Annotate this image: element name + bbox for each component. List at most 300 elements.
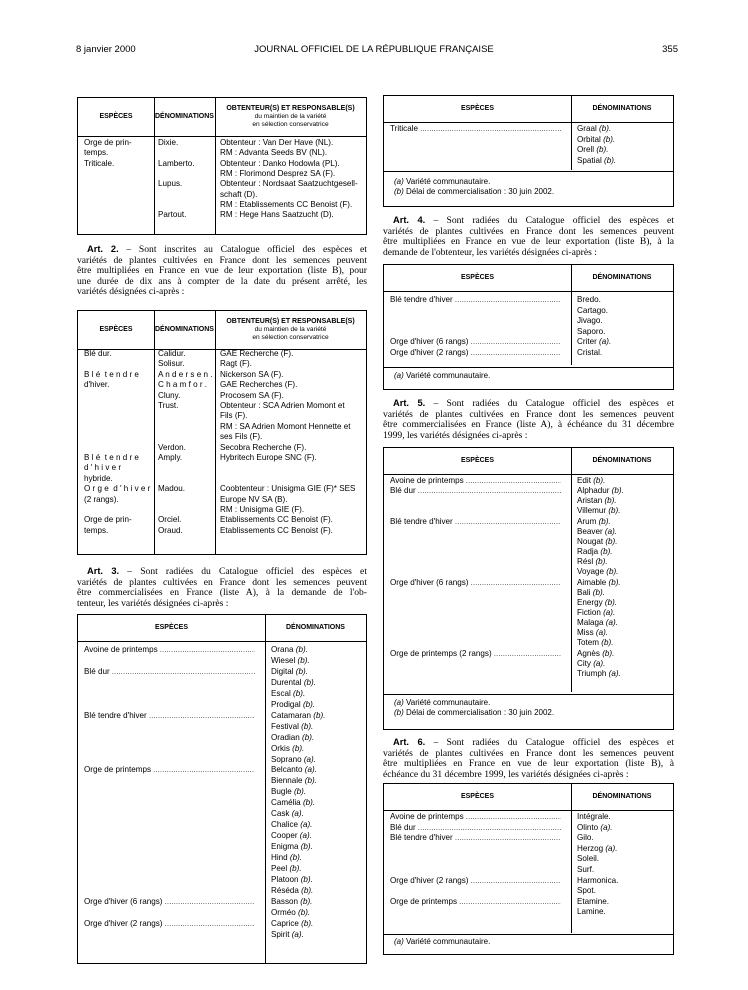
cell-obtenteur: RM : Advanta Seeds BV (NL).: [220, 148, 328, 158]
article-text: une durée de dix ans à compter de la date du présent arrêté, les: [77, 275, 367, 287]
cell-denomination: [577, 578, 621, 587]
denomination-name: Hind: [271, 853, 288, 863]
denomination-note: (a).: [593, 658, 606, 668]
cell-denomination: [271, 744, 304, 753]
denomination-name: Alphadur: [577, 486, 610, 496]
col-header-denominations: DÉNOMINATIONS: [592, 457, 652, 464]
col-header-especes: ESPÈCES: [99, 326, 133, 333]
cell-denomination: [271, 886, 313, 895]
denomination-note: (a).: [599, 337, 612, 346]
denomination-name: Jivago.: [577, 316, 603, 325]
col-header-denominations: DÉNOMINATIONS: [155, 326, 214, 333]
table-row: [78, 919, 366, 930]
cell-espece: Avoine de printemps: [390, 812, 464, 821]
denomination-note: (b).: [293, 787, 307, 797]
cell-denomination: [577, 124, 611, 133]
table-row: [384, 486, 673, 496]
denomination-note: (b).: [603, 134, 616, 144]
table-row: [78, 875, 366, 886]
cell-denomination: [577, 618, 618, 627]
denomination-note: (a).: [608, 668, 621, 678]
denomination-name: Radja: [577, 547, 599, 557]
article-text: 1999, les variétés désignées ci-après :: [383, 429, 528, 441]
denomination-name: Spot.: [577, 886, 596, 896]
table-row: [384, 476, 673, 486]
article-text: – Sont radiées du Catalogue officiel des espèces et: [433, 215, 674, 226]
table-row: [384, 557, 673, 567]
cell-denomination: [577, 876, 618, 885]
cell-espece: Orge d'hiver (2 rangs): [84, 918, 163, 928]
denomination-note: (b).: [598, 516, 611, 526]
denomination-note: (b).: [302, 732, 315, 742]
table-row: [78, 689, 366, 700]
denomination-name: Miss: [577, 628, 594, 638]
table-row: [78, 159, 366, 169]
cell-denomination: [577, 833, 594, 842]
table-row: [78, 526, 366, 536]
article-line: [383, 248, 674, 259]
denomination-note: (a).: [291, 809, 304, 819]
article-3: [77, 566, 367, 609]
table-obtenteurs-2: [77, 310, 367, 555]
denomination-note: (a).: [604, 526, 618, 536]
cell-denomination: Orciel.: [158, 515, 182, 525]
table-row: [78, 886, 366, 897]
article-text: – Sont radiées du Catalogue officiel des espèces et: [127, 566, 367, 577]
table-row: [78, 200, 366, 210]
table-row: [384, 156, 673, 167]
cell-denomination: [577, 156, 616, 165]
cell-denomination: [271, 919, 313, 928]
article-line: [383, 770, 674, 781]
article-text: – Sont radiées du Catalogue officiel des espèces et: [433, 398, 674, 409]
cell-espece: Triticale: [390, 124, 419, 133]
cell-denomination: [577, 316, 603, 325]
denomination-note: (b).: [295, 666, 308, 676]
table-row: [78, 809, 366, 820]
cell-espece: Orge de printemps (2 rangs): [390, 648, 492, 658]
cell-espece-leader: [390, 348, 561, 358]
denomination-note: (b).: [302, 798, 316, 808]
cell-denomination: [577, 506, 620, 515]
denomination-name: Caprice: [271, 918, 299, 928]
table-row: [384, 506, 673, 516]
cell-espece: Orge de prin-: [84, 138, 132, 147]
denomination-note: (b).: [593, 476, 606, 485]
denomination-name: Biennale: [271, 776, 303, 786]
denomination-name: Orméo: [271, 907, 296, 917]
cell-obtenteur: Procosem SA (F).: [220, 390, 284, 400]
denomination-name: Bredo.: [577, 295, 601, 304]
denomination-note: (a).: [291, 929, 304, 939]
article-text: demande de l'obtenteur, les variétés désignées ci-après :: [383, 246, 597, 258]
cell-espece: Avoine de printemps: [390, 476, 464, 485]
cell-espece-leader: [390, 823, 561, 833]
denomination-note: (b).: [292, 743, 305, 753]
cell-espece: B l é t e n d r e: [84, 453, 139, 462]
cell-obtenteur: Ragt (F).: [220, 359, 252, 369]
article-text: tenteur, les variétés désignées ci-après :: [77, 597, 229, 609]
denomination-name: Enigma: [271, 842, 299, 852]
denomination-note: (a).: [303, 754, 316, 764]
cell-denomination: [577, 886, 596, 895]
cell-obtenteur: GAE Recherches (F).: [220, 380, 298, 390]
denomination-note: (b).: [301, 918, 314, 928]
footnote-key: (a): [394, 937, 404, 946]
cell-espece-leader: [390, 517, 561, 527]
cell-espece-leader: [390, 876, 561, 886]
cell-obtenteur: GAE Recherche (F).: [220, 349, 294, 358]
cell-denomination: [577, 865, 594, 874]
cell-obtenteur: Hybritech Europe SNC (F).: [220, 453, 317, 462]
cell-denomination: [271, 733, 314, 742]
denomination-name: Malaga: [577, 618, 604, 628]
denomination-note: (b).: [595, 557, 608, 567]
cell-espece-leader: [84, 667, 255, 677]
cell-denomination: [577, 588, 605, 597]
cell-espece: Blé tendre d'hiver: [390, 295, 453, 304]
table-row: [384, 567, 673, 577]
denomination-note: (b).: [293, 688, 306, 698]
table-row: [78, 148, 366, 158]
cell-denomination: Lamberto.: [158, 158, 195, 168]
article-text: être multipliées en France en vue de leur exportation (liste B), pour: [77, 265, 367, 276]
cell-obtenteur: Etablissements CC Benoist (F).: [220, 515, 333, 525]
denomination-note: (b).: [297, 655, 310, 665]
cell-denomination: [577, 567, 618, 576]
cell-obtenteur: schaft (D).: [220, 189, 258, 199]
table-row: [78, 359, 366, 369]
denomination-name: City: [577, 658, 591, 668]
cell-denomination: [577, 844, 617, 853]
cell-espece-leader: [390, 295, 561, 305]
denomination-name: Peel: [271, 864, 288, 873]
footnote-text: Variété communautaire.: [406, 371, 491, 380]
table-radiees-liste-a: [77, 614, 367, 964]
table-row: [78, 453, 366, 463]
cell-denomination: [577, 812, 611, 821]
denomination-note: (b).: [301, 885, 314, 895]
footnote-text: Variété communautaire.: [406, 177, 491, 186]
table-row: [384, 897, 673, 908]
table-row: [78, 820, 366, 831]
cell-espece: temps.: [84, 525, 109, 535]
cell-espece-leader: [84, 897, 255, 907]
footnote-key: (b): [394, 708, 404, 717]
footnote-text: Variété communautaire.: [406, 937, 491, 946]
header-title: JOURNAL OFFICIEL DE LA RÉPUBLIQUE FRANÇAISE: [254, 44, 494, 55]
table-row: [384, 865, 673, 876]
cell-denomination: [271, 678, 316, 687]
denomination-note: (a).: [300, 820, 313, 830]
table-row: [78, 908, 366, 919]
denomination-name: Intégrale.: [577, 812, 611, 821]
page-header: [0, 44, 748, 58]
denomination-name: Escal: [271, 688, 291, 698]
cell-denomination: [577, 897, 609, 906]
cell-denomination: [577, 327, 605, 336]
denomination-note: (b).: [599, 124, 612, 133]
table-row: [78, 700, 366, 711]
article-text: être multipliées en France en vue de leur exportation (liste B), à la: [383, 236, 674, 247]
cell-denomination: [577, 476, 605, 485]
denomination-name: Bali: [577, 587, 591, 597]
cell-denomination: [271, 656, 310, 665]
cell-espece-leader: [390, 124, 561, 134]
cell-denomination: Cluny.: [158, 390, 181, 400]
table-row: [78, 138, 366, 148]
denomination-note: (b).: [604, 155, 617, 165]
footnote-text: Délai de commercialisation : 30 juin 2002.: [406, 708, 555, 717]
cell-denomination: [271, 711, 325, 720]
cell-obtenteur: RM : Hege Hans Saatzucht (D).: [220, 210, 334, 220]
col-header-especes: ESPÈCES: [460, 457, 495, 464]
denomination-name: Cooper: [271, 831, 298, 841]
cell-espece: Blé tendre d'hiver: [84, 710, 147, 720]
cell-denomination: [577, 638, 613, 647]
table-row: [78, 864, 366, 875]
denomination-note: (a).: [600, 822, 613, 832]
cell-espece: Triticale.: [84, 158, 115, 168]
denomination-note: (b).: [602, 648, 615, 658]
cell-espece: Blé dur.: [84, 349, 112, 358]
cell-denomination: [577, 608, 615, 617]
table-row: [78, 210, 366, 220]
article-number: Art. 3.: [87, 566, 120, 576]
denomination-name: Soleil.: [577, 854, 600, 864]
cell-denomination: [577, 486, 624, 495]
cell-obtenteur: Obtenteur : SCA Adrien Momont et: [220, 401, 345, 410]
denomination-note: (b).: [304, 776, 317, 786]
article-text: variétés de plantes cultivées en France dont les semences peuvent: [77, 254, 367, 266]
cell-espece-leader: [390, 649, 561, 659]
table-row: [78, 169, 366, 179]
denomination-note: (b).: [300, 842, 313, 852]
footnote-text: Délai de commercialisation : 30 juin 2002.: [406, 187, 555, 196]
cell-denomination: C h a m f o r .: [158, 380, 208, 390]
table-row: [78, 733, 366, 744]
cell-obtenteur: Europe NV SA (B).: [220, 494, 288, 504]
denomination-note: (a).: [605, 618, 618, 628]
cell-denomination: [577, 628, 608, 637]
denomination-name: Gilo.: [577, 833, 594, 843]
table-row: [78, 798, 366, 809]
table-row: [78, 443, 366, 453]
denomination-name: Etamine.: [577, 896, 609, 906]
article-number: Art. 5.: [393, 398, 426, 408]
col-header-especes: ESPÈCES: [460, 274, 495, 281]
denomination-name: Orbital: [577, 134, 601, 144]
cell-denomination: Lupus.: [158, 179, 183, 189]
table-row: [384, 527, 673, 537]
cell-denomination: [577, 823, 613, 832]
article-text: – Sont radiées du Catalogue officiel des espèces et: [433, 737, 674, 748]
table-row: [78, 411, 366, 421]
denomination-note: (b).: [289, 864, 302, 873]
article-line: [77, 599, 367, 610]
denomination-name: Harmonica.: [577, 875, 619, 885]
table-row: [384, 907, 673, 918]
col-header-denominations: DÉNOMINATIONS: [592, 793, 652, 800]
denomination-name: Saporo.: [577, 326, 606, 336]
denomination-note: (b).: [313, 710, 326, 720]
table-radiees-echeance-b: [383, 783, 674, 955]
table-row: [384, 306, 673, 317]
cell-espece: temps.: [84, 148, 109, 158]
table-row: [384, 547, 673, 557]
cell-espece: Blé dur: [390, 486, 416, 496]
cell-denomination: [271, 897, 312, 906]
table-row: [78, 831, 366, 842]
article-4: [383, 215, 674, 258]
table-row: [384, 145, 673, 156]
denomination-note: (b).: [289, 853, 303, 863]
denomination-note: (b).: [600, 547, 613, 557]
article-text: variétés désignées ci-après :: [77, 286, 185, 297]
table-row: [78, 370, 366, 380]
cell-espece: Orge de printemps: [84, 765, 152, 775]
denomination-note: (b).: [604, 597, 618, 607]
cell-denomination: Oraud.: [158, 525, 183, 535]
article-6: [383, 737, 674, 780]
cell-denomination: [577, 598, 617, 607]
cell-espece: Orge d'hiver (6 rangs): [390, 337, 469, 346]
article-text: être multipliées en France en vue de leur exportation (liste B), à: [383, 758, 674, 769]
denomination-note: (a).: [595, 628, 609, 638]
cell-espece: Orge d'hiver (6 rangs): [84, 896, 163, 906]
cell-espece: hybride.: [84, 473, 113, 483]
table-row: [78, 744, 366, 755]
table-row: [78, 765, 366, 776]
denomination-name: Totem: [577, 638, 600, 648]
cell-denomination: [271, 820, 312, 829]
cell-espece-leader: [84, 919, 255, 929]
table-row: [384, 295, 673, 306]
denomination-name: Festival: [271, 721, 299, 731]
cell-denomination: Dixie.: [158, 138, 179, 147]
col-header-especes: ESPÈCES: [99, 113, 133, 120]
table-row: [384, 876, 673, 887]
denomination-note: (b).: [605, 536, 618, 546]
denomination-name: Agnès: [577, 648, 600, 658]
article-number: Art. 4.: [393, 215, 426, 225]
col-header-especes: ESPÈCES: [460, 105, 495, 112]
cell-denomination: [271, 755, 316, 764]
cell-denomination: [271, 765, 317, 774]
col-header-denominations: DÉNOMINATIONS: [592, 274, 652, 281]
cell-denomination: [577, 669, 621, 678]
cell-obtenteur: Obtenteur : Nordsaat Saatzuchtgesell-: [220, 179, 358, 189]
denomination-note: (b).: [295, 645, 308, 654]
table-row: [78, 853, 366, 864]
cell-espece: Orge d'hiver (6 rangs): [390, 577, 469, 587]
table-row: [384, 316, 673, 327]
table-obtenteurs-1: [77, 97, 367, 235]
cell-denomination: [271, 875, 313, 884]
article-text: être commercialisées en France (liste A), à échéance du 31 décembre: [383, 419, 674, 430]
article-5: [383, 398, 674, 441]
cell-denomination: [271, 908, 310, 917]
denomination-name: Soprano: [271, 754, 302, 764]
cell-denomination: [271, 645, 308, 654]
denomination-note: (b).: [592, 587, 605, 597]
denomination-name: Triumph: [577, 668, 607, 678]
cell-denomination: [577, 145, 608, 154]
cell-denomination: Madou.: [158, 484, 185, 494]
table-row: [78, 190, 366, 200]
cell-espece: O r g e d ' h i v e r: [84, 484, 151, 494]
denomination-name: Résl: [577, 557, 594, 567]
footnote-key: (a): [394, 177, 404, 186]
cell-espece: Orge d'hiver (2 rangs): [390, 347, 469, 357]
cell-denomination: [271, 864, 302, 873]
col-header-denominations: DÉNOMINATIONS: [155, 113, 214, 120]
denomination-name: Olinto: [577, 822, 599, 832]
cell-denomination: [271, 809, 304, 818]
table-row: [78, 495, 366, 505]
cell-denomination: [271, 842, 313, 851]
cell-denomination: Solisur.: [158, 359, 185, 369]
cell-espece: Blé tendre d'hiver: [390, 516, 453, 526]
table-row: [384, 833, 673, 844]
cell-denomination: Amply.: [158, 453, 183, 462]
denomination-note: (b).: [601, 638, 614, 648]
table-row: [384, 618, 673, 628]
denomination-name: Surf.: [577, 865, 595, 874]
cell-denomination: [271, 853, 302, 862]
denomination-note: (a).: [603, 607, 616, 617]
table-row: [78, 787, 366, 798]
table-row: [384, 649, 673, 659]
cell-denomination: [577, 306, 608, 315]
denomination-note: (a).: [299, 831, 312, 841]
cell-espece-leader: [390, 486, 561, 496]
denomination-note: (b).: [300, 874, 313, 884]
table-row: [384, 348, 673, 359]
denomination-name: Digital: [271, 666, 294, 676]
table-row: [78, 474, 366, 484]
footnote-text: Variété communautaire.: [406, 698, 491, 707]
denomination-name: Chalice: [271, 820, 298, 830]
cell-espece: d ' h i v e r: [84, 463, 122, 473]
table-row: [384, 327, 673, 338]
col-header-denominations: DÉNOMINATIONS: [592, 105, 652, 112]
cell-espece: Blé dur: [390, 822, 416, 832]
denomination-name: Bugle: [271, 787, 292, 797]
table-row: [78, 432, 366, 442]
footnote: [394, 708, 554, 717]
table-row: [78, 391, 366, 401]
denomination-note: (b).: [301, 721, 314, 731]
cell-denomination: [577, 537, 618, 546]
table-row: [78, 179, 366, 189]
denomination-name: Herzog: [577, 843, 604, 853]
cell-denomination: [271, 831, 312, 840]
cell-denomination: Verdon.: [158, 442, 186, 452]
denomination-name: Villemur: [577, 506, 607, 516]
denomination-name: Fiction: [577, 607, 601, 617]
article-text: – Sont inscrites au Catalogue officiel des espèces et: [126, 244, 367, 255]
cell-espece: B l é t e n d r e: [84, 369, 139, 379]
denomination-name: Réséda: [271, 885, 299, 895]
cell-denomination: [577, 907, 606, 916]
denomination-name: Cartago.: [577, 305, 609, 315]
cell-espece: Blé dur: [84, 666, 110, 676]
table-row: [78, 722, 366, 733]
denomination-name: Cask: [271, 809, 290, 819]
denomination-name: Camélia: [271, 798, 301, 808]
cell-espece: (2 rangs).: [84, 494, 119, 504]
